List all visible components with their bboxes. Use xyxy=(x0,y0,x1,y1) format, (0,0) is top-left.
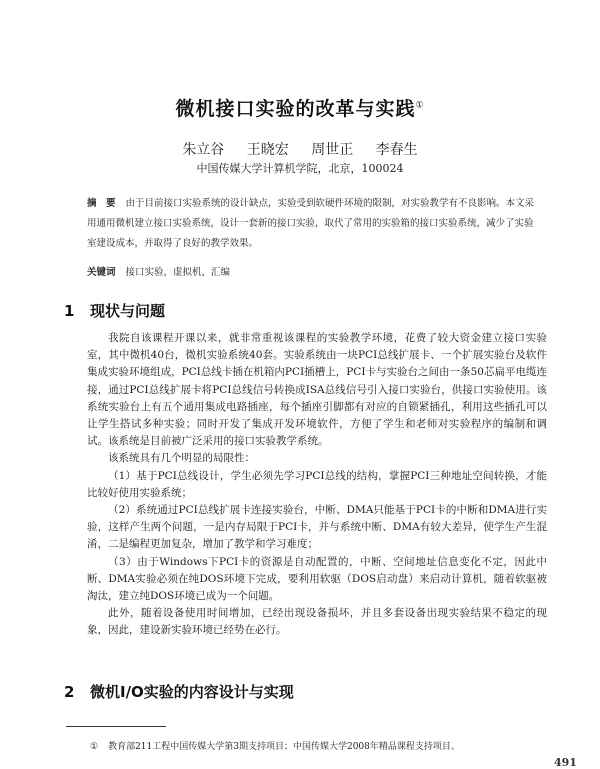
author-1: 朱立谷 xyxy=(182,142,225,158)
title-footnote-marker: ① xyxy=(415,100,425,111)
paragraph-2: 该系统具有几个明显的局限性： xyxy=(108,452,255,465)
paragraph-6: 此外，随着设备使用时间增加，已经出现设备损坏，并且多套设备出现实验结果不稳定的现象，因此，建设新实验环境已经势在必行。 xyxy=(87,607,547,637)
footnote-text: 教育部211工程中国传媒大学第3期支持项目；中国传媒大学2008年精品课程支持项目。 xyxy=(108,742,460,752)
paragraph-3: （1）基于PCI总线设计，学生必须先学习PCI总线的结构，掌握PCI三种地址空间转换，才能比较好使用实验系统； xyxy=(87,469,547,499)
footnote-divider xyxy=(66,726,166,727)
section-heading-1 xyxy=(64,300,165,321)
author-3: 周世正 xyxy=(311,142,354,158)
footnote-marker: ① xyxy=(90,742,99,752)
paragraph-1: 我院自该课程开课以来，就非常重视该课程的实验教学环境，花费了较大资金建立接口实验室，其中微机40台，微机实验系统40套。实验系统由一块PCI总线扩展卡、一个扩展实验台及软件集成实验环境组成，PCI总线卡插在机箱内PCI插槽上，PCI卡与实验台之间由一条50芯扁平电缆连接，通过PCI总线扩展卡将PCI总线信号转换成ISA总线信号引入接口实验台，供接口实验使用。该系统实验台上有五个通用集成电路插座，每个插座引脚都有对应的自锁紧插孔，利用这些插孔可以让学生搭试多种实验；同时开发了集成开发环境软件，方便了学生和老师对实验程序的编制和调试。该系统是目前被广泛采用的接口实验教学系统。 xyxy=(87,332,547,448)
section-1-number: 1 xyxy=(64,302,75,320)
keywords xyxy=(87,266,535,280)
author-list xyxy=(0,139,600,159)
abstract xyxy=(87,194,535,254)
paragraph-4: （2）系统通过PCI总线扩展卡连接实验台，中断、DMA只能基于PCI卡的中断和DMA进行实验，这样产生两个问题，一是内存局限于PCI卡，并与系统中断、DMA有较大差异，使学生产生混淆，二是编程更加复杂，增加了教学和学习难度； xyxy=(87,504,547,551)
paragraph-5: （3）由于Windows下PCI卡的资源是自动配置的，中断、空间地址信息变化不定，因此中断、DMA实验必须在纯DOS环境下完成，要利用软驱（DOS启动盘）来启动计算机，随着软驱被淘汰，建立纯DOS环境已成为一个问题。 xyxy=(87,555,547,603)
keywords-label: 关键词 xyxy=(87,267,116,278)
footnote xyxy=(90,739,550,752)
section-2-number: 2 xyxy=(64,683,75,701)
page-number: 491 xyxy=(554,756,577,769)
title-text: 微机接口实验的改革与实践 xyxy=(175,98,416,120)
body-text xyxy=(87,330,547,640)
paper-title xyxy=(0,94,600,121)
keywords-text: 接口实验，虚拟机，汇编 xyxy=(125,267,231,278)
abstract-text: 由于目前接口实验系统的设计缺点，实验受到软硬件环境的限制，对实验教学有不良影响。本文采用通用微机建立接口实验系统，设计一套新的接口实验，取代了常用的实验箱的接口实验系统，减少了实验室建设成本，并取得了良好的教学效果。 xyxy=(87,198,535,249)
author-2: 王晓宏 xyxy=(246,142,289,158)
section-heading-2 xyxy=(64,681,294,702)
abstract-label: 摘 要 xyxy=(87,198,116,209)
section-2-title: 微机I/O实验的内容设计与实现 xyxy=(90,683,294,701)
author-4: 李春生 xyxy=(375,142,418,158)
section-1-title: 现状与问题 xyxy=(90,302,166,320)
affiliation: 中国传媒大学计算机学院，北京，100024 xyxy=(196,162,404,175)
